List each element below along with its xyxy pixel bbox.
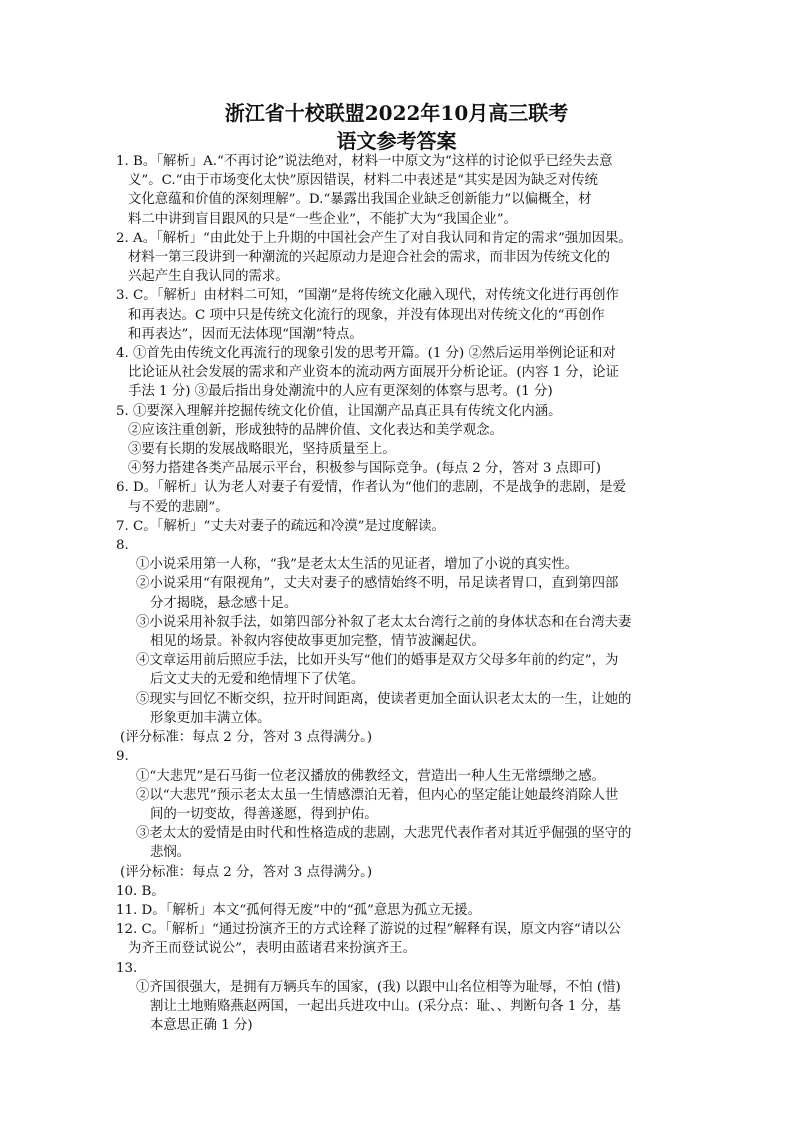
answer-text-line: 10. B。 [116,883,165,899]
answer-item-7 [116,517,686,536]
answer-text-line: 相见的场景。补叙内容使故事更加完整，情节波澜起伏。 [150,634,485,650]
answer-text-line: 悲悯。 [150,845,191,861]
answer-text-line: 义”。C.“由于市场变化太快”原因错误，材料二中表述是“其实是因为缺乏对传统 [128,173,598,189]
answer-text-line: ①小说采用第一人称，“我”是老太太生活的见证者，增加了小说的真实性。 [136,557,579,573]
answer-text-line: 料二中讲到盲目跟风的只是“一些企业”，不能扩大为“我国企业”。 [128,211,517,227]
document-title: 浙江省十校联盟2022年10月高三联考 [224,101,569,125]
answer-text-line: 7. C。「解析」“丈夫对妻子的疏远和冷漠”是过度解读。 [116,518,445,534]
question-number: 9. [116,749,129,765]
answer-point-3 [116,613,686,651]
answer-text-line: 形象更加丰满立体。 [150,710,271,726]
answer-point-5 [116,690,686,728]
answer-text-line: 比论证从社会发展的需求和产业资本的流动两方面展开分析论证。(内容 1 分，论证 [128,365,619,381]
answer-point-4 [116,651,686,689]
answer-text-line: 1. B。「解析」A.“不再讨论”说法绝对，材料一中原文为“这样的讨论似乎已经失去意 [116,154,613,169]
answer-point-1 [116,555,686,574]
scoring-note: (评分标准：每点 2 分，答对 3 点得满分。) [120,864,373,880]
answer-point-3 [116,824,686,862]
scoring-note: (评分标准：每点 2 分，答对 3 点得满分。) [120,730,373,746]
answer-text-line: 手法 1 分) ③最后指出身处潮流中的人应有更深刻的体察与思考。(1 分) [128,384,553,400]
answer-text-line: 间的一切变故，得善遂愿，得到护佑。 [150,806,378,822]
answer-item-8 [116,536,686,747]
answer-text-line: ②以“大悲咒”预示老太太虽一生情感漂泊无着，但内心的坚定能让她最终消除人世 [136,787,619,803]
question-number: 8. [116,538,129,554]
answer-text-line: 材料一第三段讲到一种潮流的兴起原动力是迎合社会的需求，而非因为传统文化的 [128,250,611,266]
answer-text-line: 3. C。「解析」由材料二可知，“国潮”是将传统文化融入现代，对传统文化进行再创作 [116,288,619,304]
answer-text-line: ③要有长期的发展战略眼光，坚持质量至上。 [128,442,396,458]
answer-text-line: 2. A。「解析」“由此处于上升期的中国社会产生了对自我认同和肯定的需求”强加因果。 [116,230,632,246]
answer-text-line: ②应该注重创新，形成独特的品牌价值、文化表达和美学观念。 [128,422,503,438]
answer-text-line: 分才揭晓，悬念感十足。 [150,595,298,611]
answer-item-4 [116,344,686,402]
answer-text-line: 和再表达。C 项中只是传统文化流行的现象，并没有体现出对传统文化的“再创作 [128,307,605,323]
answer-point-2 [116,574,686,612]
answer-item-11 [116,901,686,920]
answer-text-line: 与不爱的悲剧”。 [128,499,229,515]
answer-text-line: ④文章运用前后照应手法，比如开头写“他们的婚事是双方父母多年前的约定”，为 [136,653,619,669]
answer-point-2 [116,786,686,824]
answer-item-1 [116,152,686,229]
answer-list [116,152,686,1035]
answer-text-line: 12. C。「解析」“通过扮演齐王的方式诠释了游说的过程”解释有误，原文内容“请以公 [116,922,621,938]
answer-item-13 [116,959,686,1036]
answer-text-line: 为齐王而登试说公”，表明由蓝诸君来扮演齐王。 [128,941,417,957]
answer-text-line: ④努力搭建各类产品展示平台，积极参与国际竞争。(每点 2 分，答对 3 点即可) [128,461,602,477]
answer-text-line: ①“大悲咒”是石马街一位老汉播放的佛教经文，营造出一种人生无常缥缈之感。 [136,768,605,784]
answer-text-line: 5. ①要深入理解并挖掘传统文化价值，让国潮产品真正具有传统文化内涵。 [116,403,562,419]
answer-text-line: 和再表达”，因而无法体现“国潮”特点。 [128,326,363,342]
answer-text-line: 本意思正确 1 分) [150,1018,253,1034]
answer-text-line: 6. D。「解析」认为老人对妻子有爱情，作者认为“他们的悲剧，不是战争的悲剧，是爱 [116,480,626,496]
document-subtitle: 语文参考答案 [336,129,457,153]
answer-text-line: ①齐国很强大，是拥有万辆兵车的国家，(我) 以跟中山名位相等为耻辱，不怕 (惜) [136,979,621,995]
answer-item-10 [116,882,686,901]
answer-text-line: ③老太太的爱情是由时代和性格造成的悲剧，大悲咒代表作者对其近乎倔强的坚守的 [136,826,632,842]
answer-item-6 [116,478,686,516]
answer-point-1 [116,767,686,786]
answer-text-line: 文化意蕴和价值的深刻理解”。D.“暴露出我国企业缺乏创新能力”以偏概全，材 [128,192,592,208]
answer-point-1 [116,978,686,1036]
answer-text-line: 4. ①首先由传统文化再流行的现象引发的思考开篇。(1 分) ②然后运用举例论证和对 [116,346,616,362]
answer-text-line: 11. D。「解析」本文“孤何得无废”中的“孤”意思为孤立无援。 [116,902,481,918]
question-number: 13. [116,960,138,976]
answer-item-2 [116,229,686,287]
answer-item-9 [116,747,686,881]
answer-item-3 [116,286,686,344]
answer-text-line: 割让土地贿赂燕赵两国，一起出兵进攻中山。(采分点：耻、、判断句各 1 分，基 [150,998,621,1014]
answer-item-12 [116,920,686,958]
answer-text-line: 后文丈夫的无爱和绝情埋下了伏笔。 [150,672,365,688]
answer-text-line: ③小说采用补叙手法，如第四部分补叙了老太太台湾行之前的身体状态和在台湾夫妻 [136,614,632,630]
answer-item-5 [116,402,686,479]
answer-text-line: 兴起产生自我认同的需求。 [128,269,289,285]
answer-text-line: ②小说采用“有限视角”，丈夫对妻子的感情始终不明，吊足读者胃口，直到第四部 [136,576,619,592]
answer-text-line: ⑤现实与回忆不断交织，拉开时间距离，使读者更加全面认识老太太的一生，让她的 [136,691,632,707]
